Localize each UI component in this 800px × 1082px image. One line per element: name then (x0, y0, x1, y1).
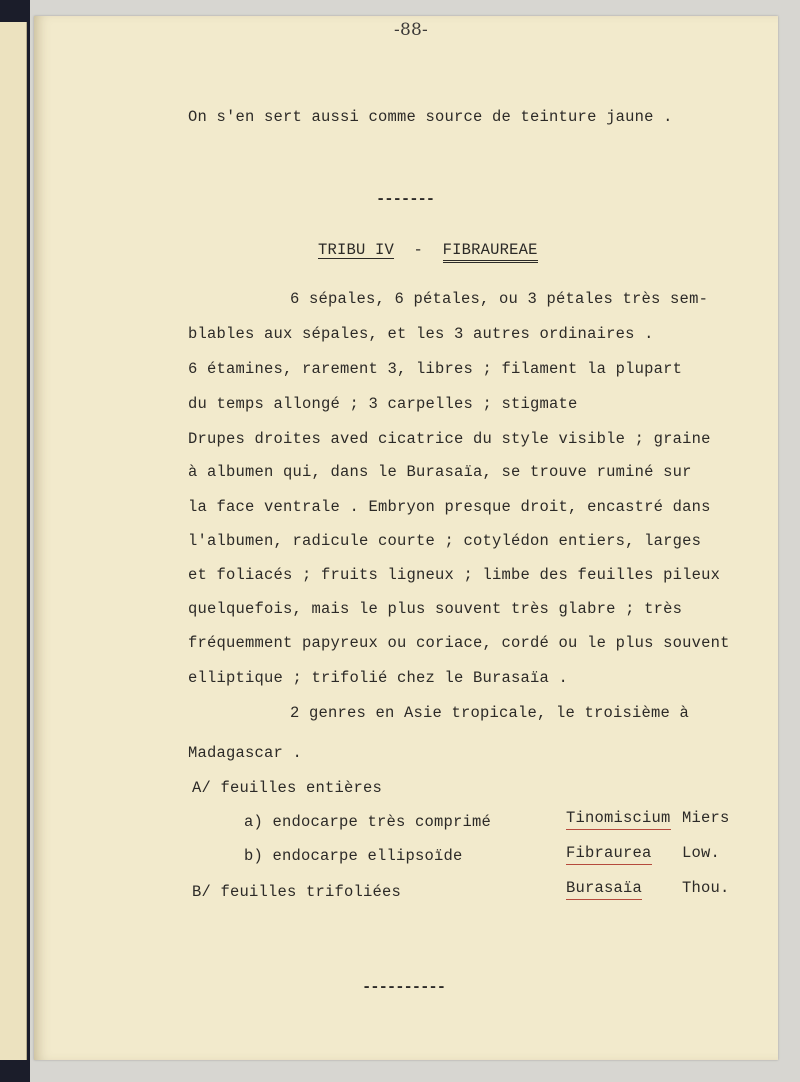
text-line: la face ventrale . Embryon presque droit, encastré dans (188, 498, 711, 516)
text-line: quelquefois, mais le plus souvent très glabre ; très (188, 600, 683, 618)
document-page (34, 16, 778, 1060)
tribe-name: FIBRAUREAE (443, 241, 538, 263)
text-line: à albumen qui, dans le Burasaïa, se trouve ruminé sur (188, 463, 692, 481)
text-line: blables aux sépales, et les 3 autres ordinaires . (188, 325, 654, 343)
text-line: 2 genres en Asie tropicale, le troisième à (290, 704, 690, 722)
separator: ---------- (362, 978, 446, 996)
text-line: 6 étamines, rarement 3, libres ; filament la plupart (188, 360, 683, 378)
tribe-heading (318, 241, 538, 259)
key-entry-B: B/ feuilles trifoliées (192, 883, 402, 901)
genus-author: Thou. (682, 879, 730, 897)
key-entry-Aa: a) endocarpe très comprimé (244, 813, 492, 831)
text-line: l'albumen, radicule courte ; cotylédon entiers, larges (188, 532, 702, 550)
page-number: -88- (394, 20, 428, 40)
text-line: elliptique ; trifolié chez le Burasaïa . (188, 669, 569, 687)
key-entry-Ab: b) endocarpe ellipsoïde (244, 847, 463, 865)
tribe-label: TRIBU IV (318, 241, 395, 259)
separator: ------- (376, 190, 435, 208)
genus-author: Low. (682, 844, 721, 862)
text-line: et foliacés ; fruits ligneux ; limbe des feuilles pileux (188, 566, 721, 584)
text-line: du temps allongé ; 3 carpelles ; stigmate (188, 395, 578, 413)
genus-name: Fibraurea (566, 844, 652, 865)
text-line: On s'en sert aussi comme source de teinture jaune . (188, 108, 673, 126)
tribe-dash: - (413, 241, 424, 259)
key-entry-A: A/ feuilles entières (192, 779, 383, 797)
adjacent-page-edge (0, 22, 27, 1060)
text-line: Madagascar . (188, 744, 303, 762)
text-line: Drupes droites aved cicatrice du style visible ; graine (188, 430, 711, 448)
text-line: fréquemment papyreux ou coriace, cordé ou le plus souvent (188, 634, 730, 652)
genus-name: Burasaïa (566, 879, 642, 900)
text-line: 6 sépales, 6 pétales, ou 3 pétales très sem- (290, 290, 709, 308)
genus-name: Tinomiscium (566, 809, 671, 830)
genus-author: Miers (682, 809, 730, 827)
